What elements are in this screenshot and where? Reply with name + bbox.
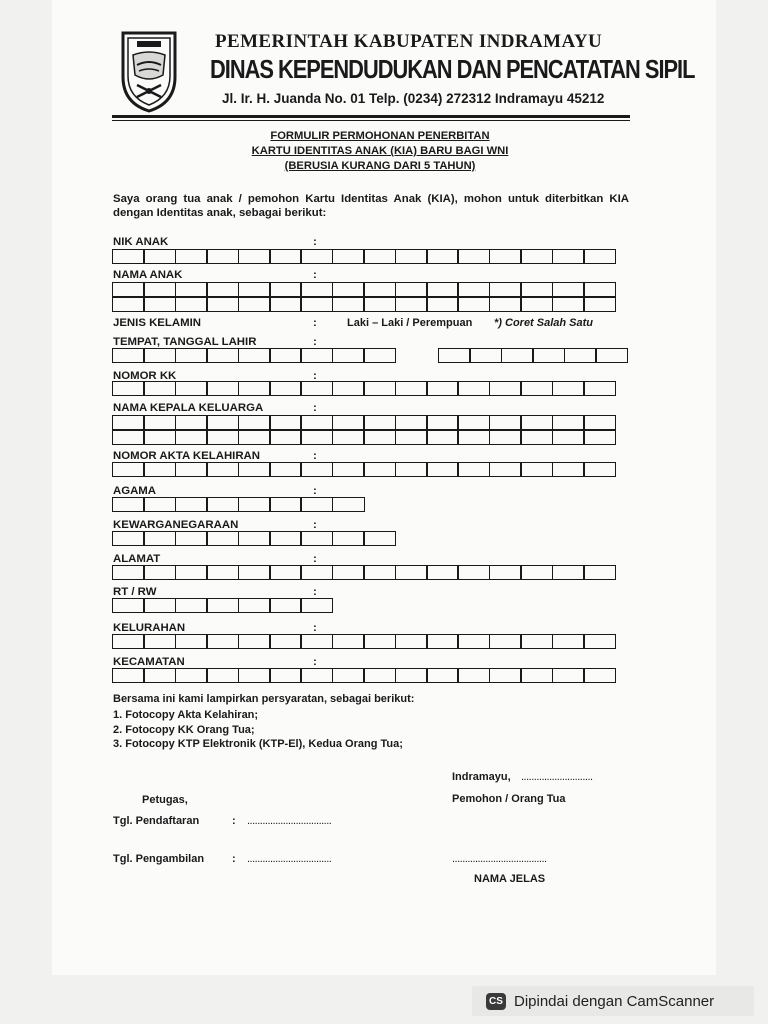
char-box[interactable] [363, 429, 396, 445]
char-box[interactable] [175, 565, 208, 580]
char-box[interactable] [583, 462, 616, 477]
char-box[interactable] [300, 531, 333, 546]
char-box[interactable] [583, 429, 616, 445]
rt-rw-boxes[interactable] [112, 598, 332, 613]
char-box[interactable] [426, 462, 459, 477]
agama-boxes[interactable] [112, 497, 363, 512]
char-box[interactable] [238, 531, 271, 546]
char-box[interactable] [457, 429, 490, 445]
char-box[interactable] [395, 668, 428, 683]
tgl-pengambilan-colon: : [232, 853, 236, 865]
agama-label: AGAMA [113, 485, 157, 497]
char-box[interactable] [520, 249, 553, 264]
char-box[interactable] [457, 565, 490, 580]
char-box[interactable] [332, 462, 365, 477]
tgl-pendaftaran-label: Tgl. Pendaftaran [113, 815, 200, 827]
tanggal-lahir-boxes[interactable] [438, 348, 626, 363]
kelurahan-boxes[interactable] [112, 634, 615, 649]
char-box[interactable] [175, 497, 208, 512]
camscanner-watermark [472, 986, 754, 1016]
char-box[interactable] [300, 296, 333, 312]
char-box[interactable] [300, 634, 333, 649]
char-box[interactable] [269, 565, 302, 580]
form-title-line2: KARTU IDENTITAS ANAK (KIA) BARU BAGI WNI [251, 145, 509, 157]
char-box[interactable] [583, 381, 616, 396]
char-box[interactable] [426, 634, 459, 649]
char-box[interactable] [583, 296, 616, 312]
tempat-tanggal-lahir-colon: : [313, 336, 317, 348]
char-box[interactable] [300, 429, 333, 445]
char-box[interactable] [363, 249, 396, 264]
char-box[interactable] [332, 531, 365, 546]
char-box[interactable] [112, 598, 145, 613]
char-box[interactable] [501, 348, 534, 363]
char-box[interactable] [332, 565, 365, 580]
char-box[interactable] [269, 249, 302, 264]
char-box[interactable] [269, 296, 302, 312]
char-box[interactable] [520, 634, 553, 649]
char-box[interactable] [112, 381, 145, 396]
char-box[interactable] [489, 462, 522, 477]
char-box[interactable] [206, 462, 239, 477]
char-box[interactable] [238, 348, 271, 363]
char-box[interactable] [238, 598, 271, 613]
tgl-pengambilan-label: Tgl. Pengambilan [113, 853, 205, 865]
char-box[interactable] [457, 296, 490, 312]
char-box[interactable] [363, 381, 396, 396]
char-box[interactable] [395, 249, 428, 264]
char-box[interactable] [238, 296, 271, 312]
char-box[interactable] [206, 296, 239, 312]
kecamatan-colon: : [313, 656, 317, 668]
nik-anak-colon: : [313, 236, 317, 248]
char-box[interactable] [269, 634, 302, 649]
nik-anak-boxes[interactable] [112, 249, 615, 264]
char-box[interactable] [143, 531, 176, 546]
kelurahan-label: KELURAHAN [113, 622, 186, 634]
char-box[interactable] [269, 429, 302, 445]
char-box[interactable] [112, 296, 145, 312]
char-box[interactable] [395, 565, 428, 580]
char-box[interactable] [332, 296, 365, 312]
form-title-line1: FORMULIR PERMOHONAN PENERBITAN [270, 130, 490, 142]
char-box[interactable] [552, 462, 585, 477]
char-box[interactable] [426, 249, 459, 264]
header-rule-thick [112, 115, 630, 118]
nama-anak-label: NAMA ANAK [113, 269, 183, 281]
char-box[interactable] [426, 296, 459, 312]
char-box[interactable] [426, 429, 459, 445]
char-box[interactable] [269, 598, 302, 613]
char-box[interactable] [300, 381, 333, 396]
char-box[interactable] [457, 249, 490, 264]
char-box[interactable] [269, 668, 302, 683]
char-box[interactable] [143, 249, 176, 264]
char-box[interactable] [269, 462, 302, 477]
officer-label: Petugas, [142, 794, 188, 806]
char-box[interactable] [332, 249, 365, 264]
char-box[interactable] [395, 429, 428, 445]
alamat-boxes[interactable] [112, 565, 615, 580]
char-box[interactable] [112, 348, 145, 363]
char-box[interactable] [206, 381, 239, 396]
char-box[interactable] [238, 497, 271, 512]
char-box[interactable] [206, 634, 239, 649]
kewarganegaraan-colon: : [313, 519, 317, 531]
char-box[interactable] [457, 634, 490, 649]
signature-date-dots[interactable]: ............................ [521, 771, 593, 783]
char-box[interactable] [269, 381, 302, 396]
char-box[interactable] [520, 381, 553, 396]
char-box[interactable] [112, 429, 145, 445]
char-box[interactable] [175, 296, 208, 312]
char-box[interactable] [363, 634, 396, 649]
char-box[interactable] [332, 497, 365, 512]
char-box[interactable] [143, 381, 176, 396]
char-box[interactable] [238, 565, 271, 580]
char-box[interactable] [175, 381, 208, 396]
char-box[interactable] [143, 668, 176, 683]
char-box[interactable] [552, 668, 585, 683]
char-box[interactable] [143, 348, 176, 363]
char-box[interactable] [175, 462, 208, 477]
nomor-kk-label: NOMOR KK [113, 370, 177, 382]
intro-paragraph: Saya orang tua anak / pemohon Kartu Identitas Anak (KIA), mohon untuk diterbitkan KIA dengan Identitas anak, sebagai berikut: [113, 193, 629, 219]
nomor-kk-boxes[interactable] [112, 381, 615, 396]
char-box[interactable] [112, 249, 145, 264]
char-box[interactable] [238, 249, 271, 264]
alamat-label: ALAMAT [113, 553, 161, 565]
char-box[interactable] [552, 381, 585, 396]
tempat-lahir-boxes[interactable] [112, 348, 395, 363]
char-box[interactable] [175, 598, 208, 613]
header-rule-thin [112, 120, 630, 121]
char-box[interactable] [520, 668, 553, 683]
camscanner-icon: CS [486, 993, 506, 1010]
char-box[interactable] [552, 249, 585, 264]
char-box[interactable] [583, 565, 616, 580]
nik-anak-label: NIK ANAK [113, 236, 169, 248]
char-box[interactable] [112, 531, 145, 546]
header-government-name: PEMERINTAH KABUPATEN INDRAMAYU [215, 31, 603, 52]
char-box[interactable] [583, 634, 616, 649]
char-box[interactable] [269, 497, 302, 512]
char-box[interactable] [489, 429, 522, 445]
char-box[interactable] [520, 565, 553, 580]
requirement-item: 3. Fotocopy KTP Elektronik (KTP-El), Kedua Orang Tua; [113, 738, 403, 750]
char-box[interactable] [489, 668, 522, 683]
nama-anak-boxes-row2[interactable] [112, 296, 615, 312]
char-box[interactable] [238, 634, 271, 649]
form-title-line3: (BERUSIA KURANG DARI 5 TAHUN) [284, 160, 476, 172]
char-box[interactable] [332, 668, 365, 683]
char-box[interactable] [175, 429, 208, 445]
agama-colon: : [313, 485, 317, 497]
applicant-label: Pemohon / Orang Tua [452, 793, 566, 805]
char-box[interactable] [363, 565, 396, 580]
char-box[interactable] [457, 381, 490, 396]
kecamatan-label: KECAMATAN [113, 656, 185, 668]
char-box[interactable] [469, 348, 502, 363]
char-box[interactable] [332, 429, 365, 445]
char-box[interactable] [206, 429, 239, 445]
char-box[interactable] [238, 429, 271, 445]
char-box[interactable] [300, 598, 333, 613]
nama-anak-colon: : [313, 269, 317, 281]
nomor-kk-colon: : [313, 370, 317, 382]
char-box[interactable] [426, 565, 459, 580]
char-box[interactable] [583, 249, 616, 264]
char-box[interactable] [552, 429, 585, 445]
char-box[interactable] [143, 598, 176, 613]
name-label: NAMA JELAS [474, 873, 546, 885]
char-box[interactable] [143, 462, 176, 477]
char-box[interactable] [300, 249, 333, 264]
char-box[interactable] [426, 668, 459, 683]
requirement-item: 2. Fotocopy KK Orang Tua; [113, 724, 255, 736]
char-box[interactable] [238, 462, 271, 477]
alamat-colon: : [313, 553, 317, 565]
char-box[interactable] [395, 296, 428, 312]
char-box[interactable] [269, 348, 302, 363]
char-box[interactable] [489, 249, 522, 264]
char-box[interactable] [206, 348, 239, 363]
char-box[interactable] [395, 462, 428, 477]
char-box[interactable] [300, 497, 333, 512]
char-box[interactable] [112, 565, 145, 580]
char-box[interactable] [363, 531, 396, 546]
char-box[interactable] [552, 296, 585, 312]
jenis-kelamin-note: *) Coret Salah Satu [494, 317, 594, 329]
nomor-akta-kelahiran-colon: : [313, 450, 317, 462]
char-box[interactable] [300, 668, 333, 683]
indramayu-seal-logo [117, 25, 181, 113]
nomor-akta-kelahiran-boxes[interactable] [112, 462, 615, 477]
char-box[interactable] [457, 462, 490, 477]
requirement-item: 1. Fotocopy Akta Kelahiran; [113, 709, 259, 721]
char-box[interactable] [489, 634, 522, 649]
requirements-heading: Bersama ini kami lampirkan persyaratan, sebagai berikut: [113, 693, 415, 705]
char-box[interactable] [206, 497, 239, 512]
rt-rw-colon: : [313, 586, 317, 598]
char-box[interactable] [426, 381, 459, 396]
nama-kepala-keluarga-label: NAMA KEPALA KELUARGA [113, 402, 264, 414]
char-box[interactable] [206, 531, 239, 546]
char-box[interactable] [300, 462, 333, 477]
char-box[interactable] [595, 348, 628, 363]
char-box[interactable] [457, 668, 490, 683]
char-box[interactable] [438, 348, 471, 363]
nama-kepala-keluarga-boxes-row2[interactable] [112, 429, 615, 445]
char-box[interactable] [332, 381, 365, 396]
kelurahan-colon: : [313, 622, 317, 634]
header-address: Jl. Ir. H. Juanda No. 01 Telp. (0234) 272312 Indramayu 45212 [222, 91, 605, 106]
nomor-akta-kelahiran-label: NOMOR AKTA KELAHIRAN [113, 450, 261, 462]
char-box[interactable] [489, 296, 522, 312]
char-box[interactable] [238, 381, 271, 396]
char-box[interactable] [112, 497, 145, 512]
char-box[interactable] [206, 668, 239, 683]
char-box[interactable] [143, 634, 176, 649]
camscanner-text: Dipindai dengan CamScanner [514, 992, 715, 1010]
applicant-name-dots[interactable]: ..................................... [452, 853, 547, 865]
tgl-pendaftaran-dots[interactable]: ................................. [247, 815, 332, 827]
jenis-kelamin-label: JENIS KELAMIN [113, 317, 201, 329]
char-box[interactable] [532, 348, 565, 363]
char-box[interactable] [112, 668, 145, 683]
char-box[interactable] [112, 634, 145, 649]
char-box[interactable] [269, 531, 302, 546]
char-box[interactable] [395, 634, 428, 649]
char-box[interactable] [552, 565, 585, 580]
char-box[interactable] [552, 634, 585, 649]
char-box[interactable] [363, 296, 396, 312]
char-box[interactable] [143, 429, 176, 445]
tgl-pengambilan-dots[interactable]: ................................. [247, 853, 332, 865]
char-box[interactable] [363, 668, 396, 683]
char-box[interactable] [564, 348, 597, 363]
char-box[interactable] [520, 296, 553, 312]
char-box[interactable] [175, 249, 208, 264]
char-box[interactable] [300, 565, 333, 580]
char-box[interactable] [143, 296, 176, 312]
tempat-tanggal-lahir-label: TEMPAT, TANGGAL LAHIR [113, 336, 257, 348]
char-box[interactable] [363, 462, 396, 477]
char-box[interactable] [520, 462, 553, 477]
char-box[interactable] [238, 668, 271, 683]
header-agency-name: DINAS KEPENDUDUKAN DAN PENCATATAN SIPIL [210, 54, 695, 84]
char-box[interactable] [583, 668, 616, 683]
char-box[interactable] [363, 348, 396, 363]
char-box[interactable] [206, 598, 239, 613]
char-box[interactable] [206, 249, 239, 264]
char-box[interactable] [395, 381, 428, 396]
rt-rw-label: RT / RW [113, 586, 157, 598]
char-box[interactable] [175, 348, 208, 363]
char-box[interactable] [175, 531, 208, 546]
signature-place: Indramayu, [452, 771, 511, 783]
char-box[interactable] [143, 565, 176, 580]
kewarganegaraan-boxes[interactable] [112, 531, 395, 546]
jenis-kelamin-options[interactable]: Laki – Laki / Perempuan [347, 317, 473, 329]
kecamatan-boxes[interactable] [112, 668, 615, 683]
kewarganegaraan-label: KEWARGANEGARAAN [113, 519, 239, 531]
char-box[interactable] [520, 429, 553, 445]
jenis-kelamin-colon: : [313, 317, 317, 329]
char-box[interactable] [489, 381, 522, 396]
char-box[interactable] [206, 565, 239, 580]
char-box[interactable] [112, 462, 145, 477]
char-box[interactable] [143, 497, 176, 512]
char-box[interactable] [489, 565, 522, 580]
char-box[interactable] [332, 634, 365, 649]
char-box[interactable] [332, 348, 365, 363]
char-box[interactable] [300, 348, 333, 363]
tgl-pendaftaran-colon: : [232, 815, 236, 827]
nama-kepala-keluarga-colon: : [313, 402, 317, 414]
char-box[interactable] [175, 668, 208, 683]
char-box[interactable] [175, 634, 208, 649]
